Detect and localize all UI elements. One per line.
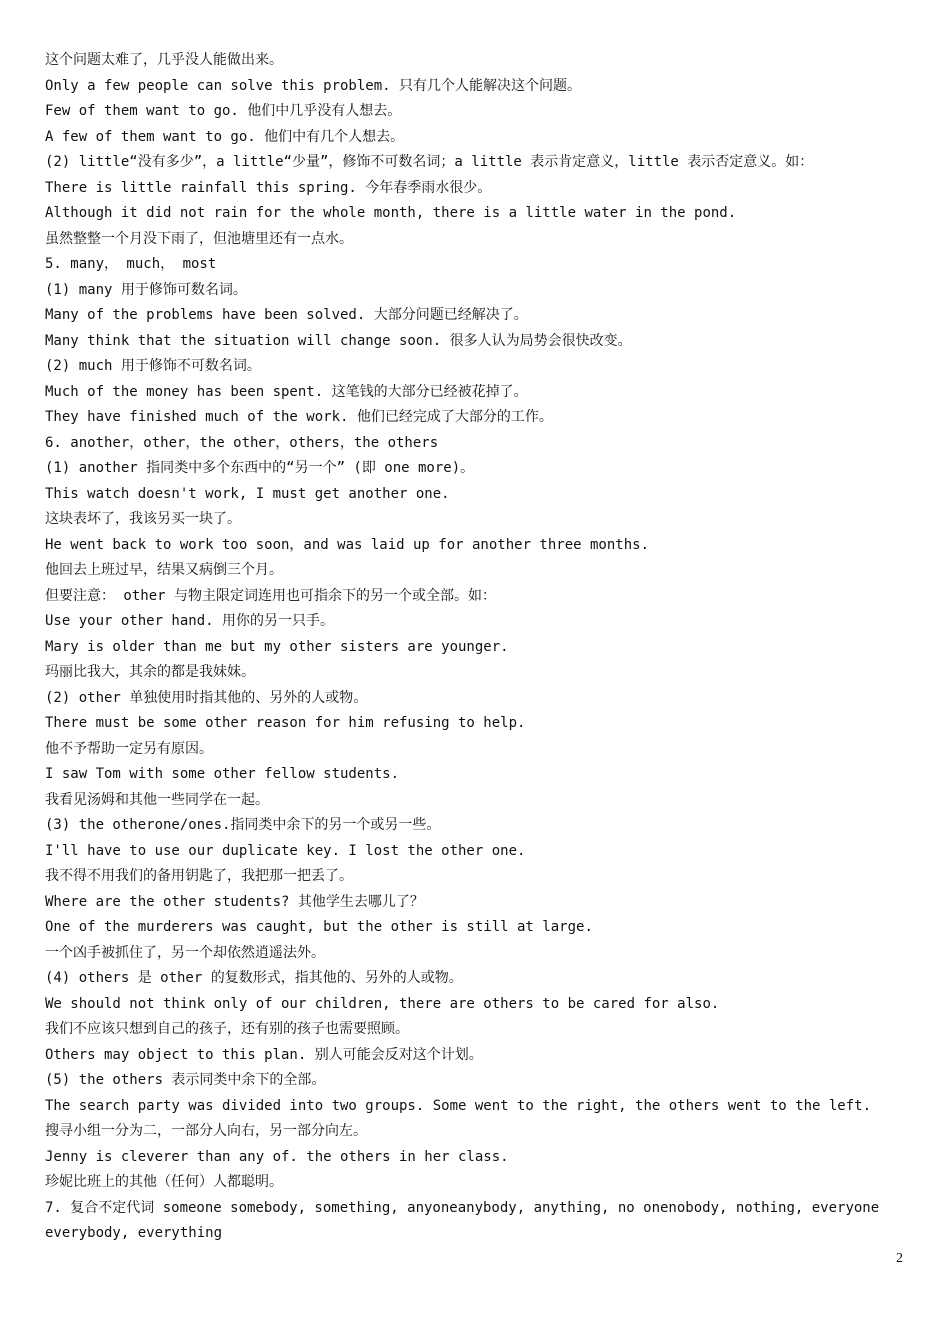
text-line: Much of the money has been spent. 这笔钱的大部分已经被花掉了。 — [45, 383, 528, 400]
page-number: 2 — [896, 1251, 903, 1266]
text-line: Although it did not rain for the whole month, there is a little water in the pond. — [45, 205, 737, 221]
text-line: 珍妮比班上的其他（任何）人都聪明。 — [45, 1174, 283, 1190]
text-line: 6. another，other，the other，others，the others — [45, 434, 439, 451]
text-line: There is little rainfall this spring. 今年春季雨水很少。 — [45, 179, 492, 196]
text-line: Jenny is cleverer than any of. the others in her class. — [45, 1148, 509, 1165]
text-line: 5. many， much， most — [45, 256, 217, 272]
text-line: This watch doesn't work, I must get another one. — [45, 485, 450, 502]
text-line: Use your other hand. 用你的另一只手。 — [45, 613, 335, 629]
text-line: 我不得不用我们的备用钥匙了，我把那一把丢了。 — [45, 868, 353, 884]
text-line: 玛丽比我大，其余的都是我妹妹。 — [45, 664, 255, 680]
text-line: 这个问题太难了，几乎没人能做出来。 — [45, 52, 283, 68]
text-line: (5) the others 表示同类中余下的全部。 — [45, 1072, 326, 1088]
text-line: everybody, everything — [45, 1225, 223, 1241]
text-line: Only a few people can solve this problem. 只有几个人能解决这个问题。 — [45, 77, 582, 94]
text-line: We should not think only of our children, there are others to be cared for also. — [45, 995, 720, 1012]
text-line: (4) others 是 other 的复数形式，指其他的、另外的人或物。 — [45, 970, 463, 986]
text-line: 搜寻小组一分为二，一部分人向右，另一部分向左。 — [45, 1123, 367, 1139]
text-line: Few of them want to go. 他们中几乎没有人想去。 — [45, 103, 402, 119]
text-line: A few of them want to go. 他们中有几个人想去。 — [45, 128, 405, 145]
text-line: 我看见汤姆和其他一些同学在一起。 — [45, 791, 269, 808]
text-line: 我们不应该只想到自己的孩子，还有别的孩子也需要照顾。 — [45, 1021, 409, 1037]
text-line: (2) much 用于修饰不可数名词。 — [45, 358, 261, 374]
text-line: (1) many 用于修饰可数名词。 — [45, 281, 247, 298]
text-line: Mary is older than me but my other sisters are younger. — [45, 638, 509, 655]
text-line: 这块表坏了，我该另买一块了。 — [45, 511, 241, 527]
text-line: There must be some other reason for him refusing to help. — [45, 715, 526, 731]
text-line: 虽然整整一个月没下雨了，但池塘里还有一点水。 — [45, 230, 353, 247]
text-line: I'll have to use our duplicate key. I lost the other one. — [45, 842, 526, 859]
text-line: 但要注意： other 与物主限定词连用也可指余下的另一个或全部。如： — [45, 587, 496, 604]
text-line: 他不予帮助一定另有原因。 — [45, 740, 213, 757]
text-line: Many think that the situation will change soon. 很多人认为局势会很快改变。 — [45, 332, 632, 349]
text-line: Others may object to this plan. 别人可能会反对这个计划。 — [45, 1046, 483, 1063]
text-line: One of the murderers was caught, but the other is still at large. — [45, 919, 593, 935]
text-line: They have finished much of the work. 他们已经完成了大部分的工作。 — [45, 409, 553, 425]
text-line: Where are the other students? 其他学生去哪儿了？ — [45, 893, 424, 910]
text-line: Many of the problems have been solved. 大部分问题已经解决了。 — [45, 307, 528, 323]
text-line: 他回去上班过早，结果又病倒三个月。 — [45, 562, 283, 578]
text-line: The search party was divided into two groups. Some went to the right, the others went to the left. — [45, 1097, 872, 1114]
text-line: (1) another 指同类中多个东西中的“另一个” (即 one more)。 — [45, 460, 475, 476]
text-line: 一个凶手被抓住了，另一个却依然逍遥法外。 — [45, 944, 325, 961]
text-line: (2) other 单独使用时指其他的、另外的人或物。 — [45, 689, 368, 706]
text-line: He went back to work too soon，and was laid up for another three months. — [45, 536, 650, 553]
text-line: I saw Tom with some other fellow students. — [45, 766, 400, 782]
text-line: 7. 复合不定代词 someone somebody, something, anyoneanybody, anything, no onenobody, nothing, everyone — [45, 1199, 880, 1216]
text-line: (3) the otherone/ones.指同类中余下的另一个或另一些。 — [45, 817, 441, 833]
text-line: (2) little“没有多少”，a little“少量”，修饰不可数名词；a little 表示肯定意义，little 表示否定意义。如： — [45, 154, 814, 170]
